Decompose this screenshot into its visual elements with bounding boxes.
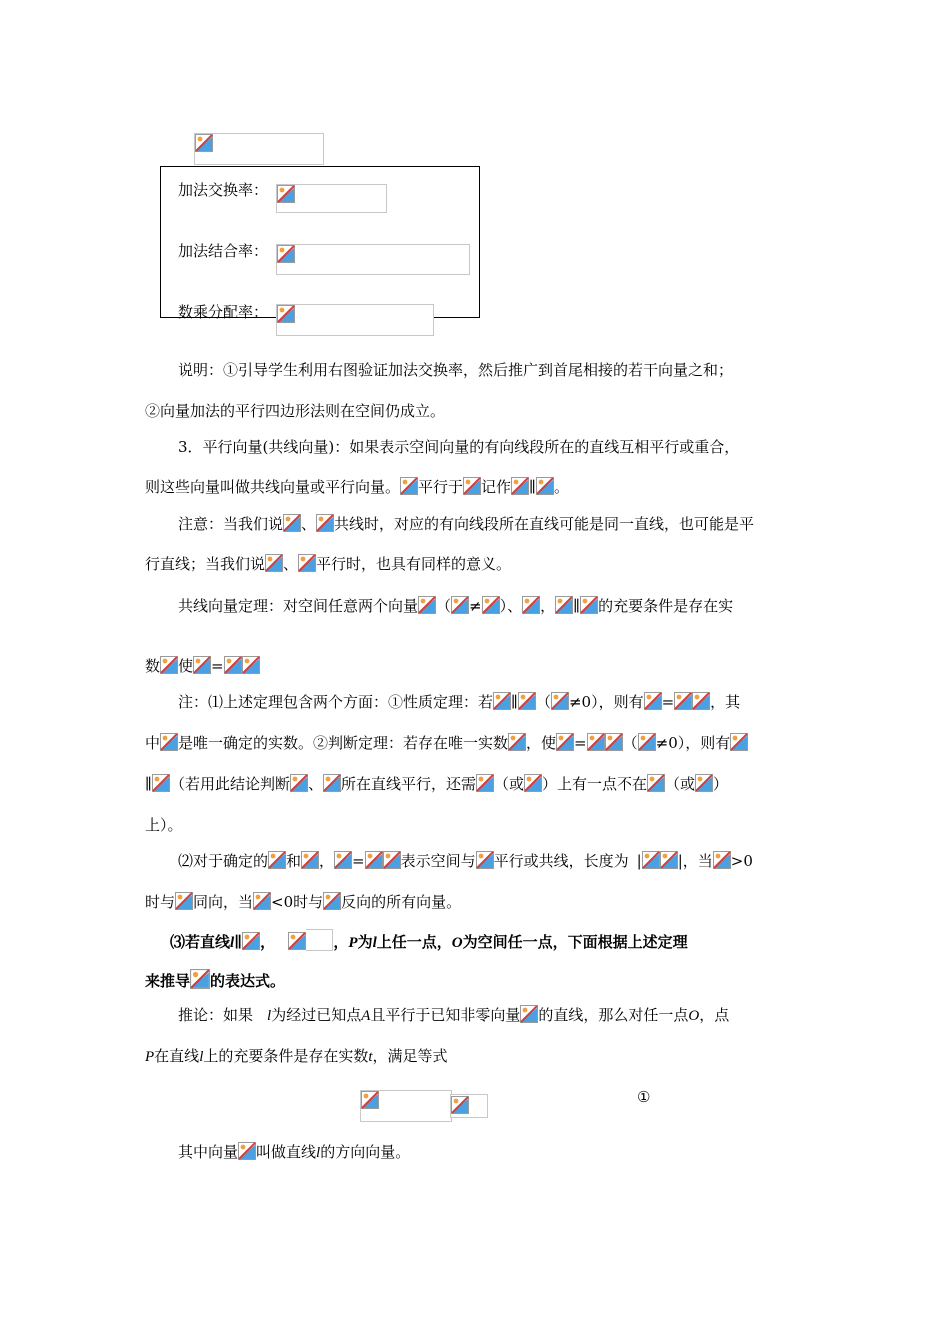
vector-b-icon [580, 596, 598, 614]
corollary-line-2: P在直线l上的充要条件是存在实数t，满足等式 [145, 1047, 448, 1065]
attention-line-2: 行直线；当我们说 、 平行时，也具有同样的意义。 [145, 555, 512, 573]
equation-image-frame-2 [450, 1094, 488, 1118]
vector-b-icon [647, 774, 665, 792]
broken-image-icon [277, 185, 295, 203]
notes-line-1: 注：⑴上述定理包含两个方面：①性质定理：若 ∥ （ ≠0），则有 = ，其 [178, 693, 741, 711]
vector-a-icon [520, 1005, 538, 1023]
vector-icon [334, 851, 352, 869]
vector-a-icon [644, 692, 662, 710]
vector-a-icon [265, 554, 283, 572]
image-frame-distributive [276, 304, 434, 336]
lambda-icon [253, 892, 271, 910]
lambda-icon [674, 692, 692, 710]
notes-line-2: 中 是唯一确定的实数。②判断定理：若存在唯一实数 ，使 = （ ≠0），则有 [145, 733, 748, 753]
notes-line-5: ⑵对于确定的 和 ， = 表示空间与 平行或共线，长度为 | |，当 >0 [178, 852, 753, 870]
lambda-icon [365, 851, 383, 869]
vector-a-icon [383, 851, 401, 869]
vector-a-icon [400, 477, 418, 495]
vector-a-icon [695, 774, 713, 792]
vector-a-icon [556, 733, 574, 751]
lambda-icon [224, 656, 242, 674]
vector-a-icon [476, 851, 494, 869]
vector-a-icon [730, 733, 748, 751]
vector-a-icon [238, 1142, 256, 1160]
vector-b-icon [638, 733, 656, 751]
zero-vector-icon [482, 596, 500, 614]
vector-a-icon [323, 892, 341, 910]
vector-b-icon [463, 477, 481, 495]
vector-b-icon [451, 596, 469, 614]
corollary-line-1: 推论：如果 l为经过已知点A且平行于已知非零向量 的直线，那么对任一点O，点 [178, 1006, 730, 1024]
lambda-icon [508, 733, 526, 751]
broken-image-icon [361, 1091, 379, 1109]
vector-a-icon [268, 851, 286, 869]
attention-line-1: 注意：当我们说 、 共线时，对应的有向线段所在直线可能是同一直线，也可能是平 [178, 515, 755, 533]
notes-line-6: 时与 同向，当 <0时与 反向的所有向量。 [145, 893, 462, 911]
vector-a-icon [660, 851, 678, 869]
vector-a-icon [175, 892, 193, 910]
lambda-icon [713, 851, 731, 869]
equation-number: ① [637, 1088, 651, 1106]
vector-a-icon [242, 932, 260, 950]
vector-b-icon [524, 774, 542, 792]
explanation-line-1: 说明：①引导学生利用右图验证加法交换率，然后推广到首尾相接的若干向量之和； [178, 361, 734, 379]
vector-op-icon [190, 969, 210, 989]
notes-line-4: 上）。 [145, 816, 183, 834]
vector-a-icon [476, 774, 494, 792]
law-commutative-label: 加法交换率： [178, 181, 269, 199]
section3-line-1: 3．平行向量(共线向量)：如果表示空间向量的有向线段所在的直线互相平行或重合， [178, 438, 740, 456]
vector-b-icon [518, 692, 536, 710]
lambda-icon [587, 733, 605, 751]
image-frame-associative [276, 244, 470, 275]
equation-image-frame-1 [360, 1090, 452, 1122]
broken-image-icon [277, 245, 295, 263]
vector-b-icon [536, 477, 554, 495]
image-frame-commutative [276, 184, 387, 213]
notes-line-3: ∥ （若用此结论判断 、 所在直线平行，还需 （或 ）上有一点不在 （或 ） [145, 775, 729, 793]
explanation-line-2: ②向量加法的平行四边形法则在空间仍成立。 [145, 402, 446, 420]
vector-b-icon [316, 514, 334, 532]
vector-a-icon [418, 596, 436, 614]
image-frame-inline [306, 929, 333, 951]
vector-a-icon [193, 656, 211, 674]
broken-image-icon [451, 1096, 469, 1114]
item3-line-1: ⑶若直线l∥ ， ，P为l上任一点，O为空间任一点，下面根据上述定理 [170, 929, 688, 953]
law-distributive-label: 数乘分配率： [178, 303, 269, 321]
image-frame-top [194, 133, 324, 165]
vector-b-icon [692, 692, 710, 710]
vector-b-icon [152, 774, 170, 792]
vector-a-icon [555, 596, 573, 614]
lambda-icon [160, 656, 178, 674]
vector-b-icon [605, 733, 623, 751]
broken-image-icon [288, 932, 306, 950]
vector-a-icon [511, 477, 529, 495]
section3-line-2: 则这些向量叫做共线向量或平行向量。 平行于 记作 ∥ 。 [145, 478, 569, 496]
lambda-icon [160, 733, 178, 751]
vector-b-icon [323, 774, 341, 792]
vector-b-icon [242, 656, 260, 674]
lambda-icon [642, 851, 660, 869]
law-associative-label: 加法结合率： [178, 242, 269, 260]
broken-image-icon [195, 134, 213, 152]
corollary-line-3: 其中向量 叫做直线l的方向向量。 [178, 1143, 411, 1161]
lambda-icon [301, 851, 319, 869]
vector-a-icon [493, 692, 511, 710]
vector-b-icon [551, 692, 569, 710]
vector-b-icon [298, 554, 316, 572]
vector-a-icon [283, 514, 301, 532]
theorem-line-2: 数 使 = [145, 656, 260, 676]
item3-line-2: 来推导 的表达式。 [145, 969, 285, 991]
broken-image-icon [277, 305, 295, 323]
vector-b-icon [522, 596, 540, 614]
theorem-line-1: 共线向量定理：对空间任意两个向量 （ ≠ ）、 ， ∥ 的充要条件是存在实 [178, 597, 734, 615]
vector-a-icon [290, 774, 308, 792]
